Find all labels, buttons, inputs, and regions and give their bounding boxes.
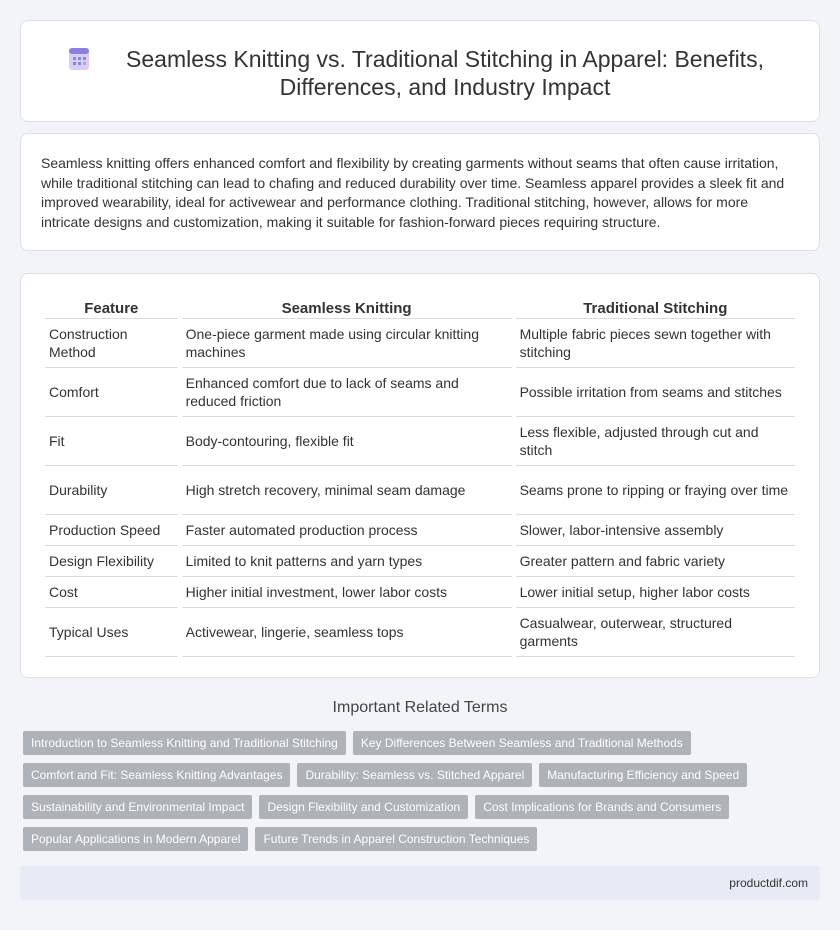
feature-cell: Fit bbox=[45, 417, 178, 466]
traditional-cell: Slower, labor-intensive assembly bbox=[516, 515, 795, 546]
related-term-tag[interactable]: Introduction to Seamless Knitting and Traditional Stitching bbox=[23, 731, 346, 755]
table-header-row bbox=[45, 296, 795, 319]
related-term-tag[interactable]: Key Differences Between Seamless and Traditional Methods bbox=[353, 731, 691, 755]
comparison-table bbox=[41, 296, 799, 657]
seamless-cell: Activewear, lingerie, seamless tops bbox=[182, 608, 512, 657]
seamless-cell: Higher initial investment, lower labor costs bbox=[182, 577, 512, 608]
related-term-tag[interactable]: Popular Applications in Modern Apparel bbox=[23, 827, 248, 851]
seamless-cell: One-piece garment made using circular knitting machines bbox=[182, 319, 512, 368]
related-term-tag[interactable]: Comfort and Fit: Seamless Knitting Advantages bbox=[23, 763, 290, 787]
tag-row bbox=[23, 827, 813, 851]
related-term-tag[interactable]: Sustainability and Environmental Impact bbox=[23, 795, 252, 819]
table-row bbox=[45, 546, 795, 577]
column-header-feature: Feature bbox=[45, 296, 178, 319]
table-row bbox=[45, 368, 795, 417]
tag-row bbox=[23, 795, 813, 819]
seamless-cell: Enhanced comfort due to lack of seams and reduced friction bbox=[182, 368, 512, 417]
feature-cell: Production Speed bbox=[45, 515, 178, 546]
intro-card bbox=[20, 133, 820, 251]
table-row bbox=[45, 608, 795, 657]
feature-cell: Cost bbox=[45, 577, 178, 608]
traditional-cell: Casualwear, outerwear, structured garments bbox=[516, 608, 795, 657]
related-term-tag[interactable]: Design Flexibility and Customization bbox=[259, 795, 468, 819]
page-title: Seamless Knitting vs. Traditional Stitching in Apparel: Benefits, Differences, and Industry Impact bbox=[126, 46, 764, 100]
seamless-cell: Body-contouring, flexible fit bbox=[182, 417, 512, 466]
traditional-cell: Lower initial setup, higher labor costs bbox=[516, 577, 795, 608]
seamless-cell: High stretch recovery, minimal seam damage bbox=[182, 466, 512, 515]
tag-row bbox=[23, 731, 813, 755]
table-row bbox=[45, 466, 795, 515]
intro-paragraph: Seamless knitting offers enhanced comfort and flexibility by creating garments without seams that often cause irritation, while traditional stitching can lead to chafing and reduced durability over time. Seamless apparel provides a sleek fit and improved wearability, ideal for activewear and performance clothing. Traditional stitching, however, allows for more intricate designs and customization, making it suitable for fashion-forward pieces requiring structure. bbox=[41, 155, 785, 230]
feature-cell: Comfort bbox=[45, 368, 178, 417]
feature-cell: Typical Uses bbox=[45, 608, 178, 657]
footer-site-name[interactable]: productdif.com bbox=[729, 876, 808, 890]
feature-cell: Durability bbox=[45, 466, 178, 515]
comparison-card bbox=[20, 273, 820, 678]
table-row bbox=[45, 515, 795, 546]
traditional-cell: Greater pattern and fabric variety bbox=[516, 546, 795, 577]
feature-cell: Construction Method bbox=[45, 319, 178, 368]
table-row bbox=[45, 417, 795, 466]
seamless-cell: Faster automated production process bbox=[182, 515, 512, 546]
related-term-tag[interactable]: Durability: Seamless vs. Stitched Apparel bbox=[297, 763, 532, 787]
traditional-cell: Multiple fabric pieces sewn together with stitching bbox=[516, 319, 795, 368]
related-term-tag[interactable]: Cost Implications for Brands and Consumers bbox=[475, 795, 729, 819]
related-terms-heading: Important Related Terms bbox=[332, 699, 508, 716]
table-row bbox=[45, 319, 795, 368]
traditional-cell: Possible irritation from seams and stitches bbox=[516, 368, 795, 417]
feature-cell: Design Flexibility bbox=[45, 546, 178, 577]
related-term-tag[interactable]: Future Trends in Apparel Construction Techniques bbox=[255, 827, 537, 851]
related-terms-list bbox=[23, 731, 813, 859]
related-term-tag[interactable]: Manufacturing Efficiency and Speed bbox=[539, 763, 747, 787]
footer bbox=[20, 866, 820, 900]
tag-row bbox=[23, 763, 813, 787]
seamless-cell: Limited to knit patterns and yarn types bbox=[182, 546, 512, 577]
column-header-seamless: Seamless Knitting bbox=[182, 296, 512, 319]
traditional-cell: Less flexible, adjusted through cut and stitch bbox=[516, 417, 795, 466]
table-row bbox=[45, 577, 795, 608]
column-header-traditional: Traditional Stitching bbox=[516, 296, 795, 319]
traditional-cell: Seams prone to ripping or fraying over time bbox=[516, 466, 795, 515]
